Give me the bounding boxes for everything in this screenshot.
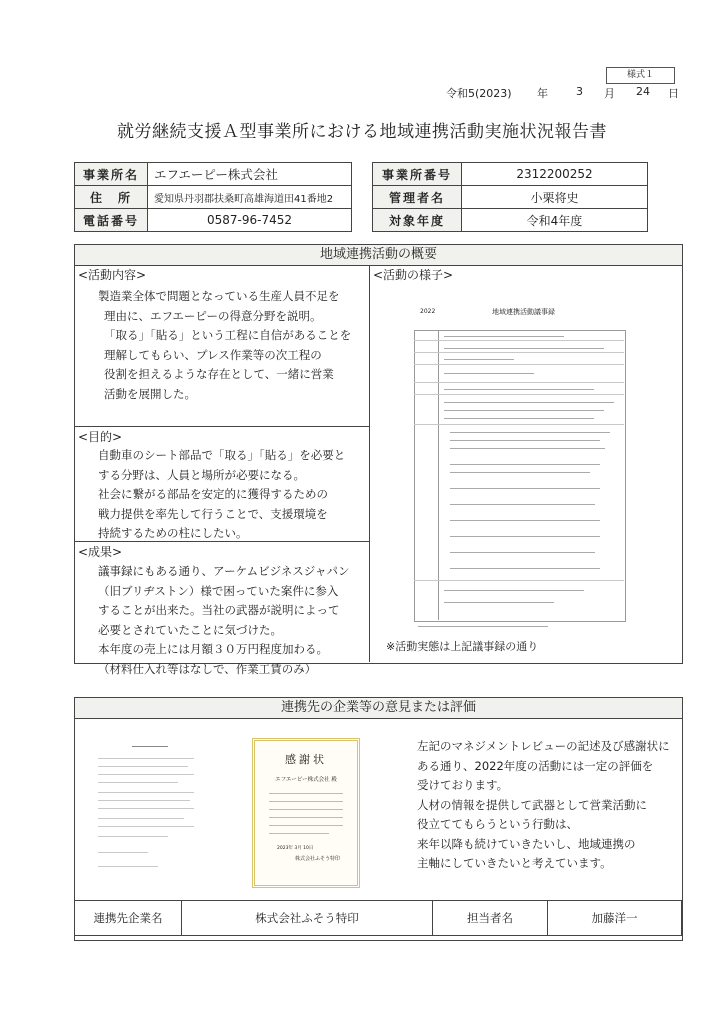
address-value: 愛知県丹羽郡扶桑町高雄海道田41番地2 <box>148 186 352 209</box>
fiscal-year-value: 令和4年度 <box>462 209 648 232</box>
info-row <box>75 163 352 186</box>
purpose-heading: <目的> <box>78 430 123 444</box>
office-name-value: エフエーピー株式会社 <box>148 163 352 186</box>
activity-heading: <活動内容> <box>78 268 147 282</box>
info-row <box>75 186 352 209</box>
page-title: 就労継続支援Ａ型事業所における地域連携活動実施状況報告書 <box>117 122 607 142</box>
results-text: 議事録にもある通り、アーケムビジネスジャパン （旧ブリヂストン）様で困っていた案件に参入 することが出来た。当社の武器が説明によって 必要とされていたことに気づけた。 本年度の売上には月額３０万円程度加わる。 （材料仕入れ等はなしで、作業工賃のみ） <box>98 564 350 676</box>
partner-table <box>74 900 682 936</box>
info-row <box>373 163 648 186</box>
evaluation-header: 連携先の企業等の意見または評価 <box>74 697 683 719</box>
certificate-issuer: 株式会社ふそう特印 <box>295 856 341 862</box>
date-month: 3 <box>576 85 583 98</box>
evaluation-text: 左記のマネジメントレビューの記述及び感謝状に ある通り、2022年度の活動には一定の評価を 受けております。 人材の情報を提供して武器として営業活動に 役立ててもらうという行動は、 来年以降も続けていきたいし、地域連携の 主軸にしていきたいと考えています。 <box>417 739 670 870</box>
minutes-document-image <box>410 298 630 634</box>
certificate-date: 2023年 3月 10日 <box>277 846 314 851</box>
minutes-year: 2022 <box>420 308 436 315</box>
scene-caption: ※活動実態は上記議事録の通り <box>386 640 539 653</box>
date-year-label: 年 <box>537 87 548 100</box>
office-info-table <box>74 162 352 232</box>
office-number-label: 事業所番号 <box>373 163 462 186</box>
phone-label: 電話番号 <box>75 209 148 232</box>
info-row <box>373 186 648 209</box>
scene-heading: <活動の様子> <box>373 268 454 282</box>
manager-label: 管理者名 <box>373 186 462 209</box>
partner-row <box>75 901 682 936</box>
results-heading: <成果> <box>78 545 123 559</box>
certificate-image <box>252 738 360 888</box>
overview-header: 地域連携活動の概要 <box>74 244 683 266</box>
certificate-title: 感謝状 <box>285 753 327 766</box>
info-row <box>75 209 352 232</box>
date-day-label: 日 <box>668 87 679 100</box>
management-review-image <box>92 742 202 878</box>
minutes-title: 地域連携活動議事録 <box>492 308 555 316</box>
info-row <box>373 209 648 232</box>
contact-label: 担当者名 <box>433 901 548 936</box>
fiscal-year-label: 対象年度 <box>373 209 462 232</box>
date-day: 24 <box>636 85 650 98</box>
purpose-divider <box>74 426 370 427</box>
address-label: 住 所 <box>75 186 148 209</box>
office-name-label: 事業所名 <box>75 163 148 186</box>
purpose-text: 自動車のシート部品で「取る」「貼る」を必要と する分野は、人員と場所が必要になる。 社会に繋がる部品を安定的に獲得するための 戦力提供を率先して行うことで、支援環境を 持続するための柱にしたい。 <box>98 448 346 540</box>
phone-value: 0587-96-7452 <box>148 209 352 232</box>
date-month-label: 月 <box>604 87 615 100</box>
partner-label: 連携先企業名 <box>75 901 182 936</box>
overview-divider <box>369 265 370 662</box>
manager-value: 小栗将史 <box>462 186 648 209</box>
minutes-col-line <box>438 330 439 620</box>
date-era-year: 令和5(2023) <box>446 87 512 100</box>
office-meta-table <box>372 162 648 232</box>
contact-value: 加藤洋一 <box>548 901 682 936</box>
partner-value: 株式会社ふそう特印 <box>182 901 433 936</box>
office-number-value: 2312200252 <box>462 163 648 186</box>
certificate-recipient: エフエーピー株式会社 殿 <box>275 777 337 783</box>
activity-text: 製造業全体で問題となっている生産人員不足を 理由に、エフエーピーの得意分野を説明。 「取る」「貼る」という工程に自信があることを 理解してもらい、プレス作業等の次工程の 役割を担えるような存在として、一緒に営業 活動を展開した。 <box>98 289 352 401</box>
form-number: 様式１ <box>606 67 675 84</box>
